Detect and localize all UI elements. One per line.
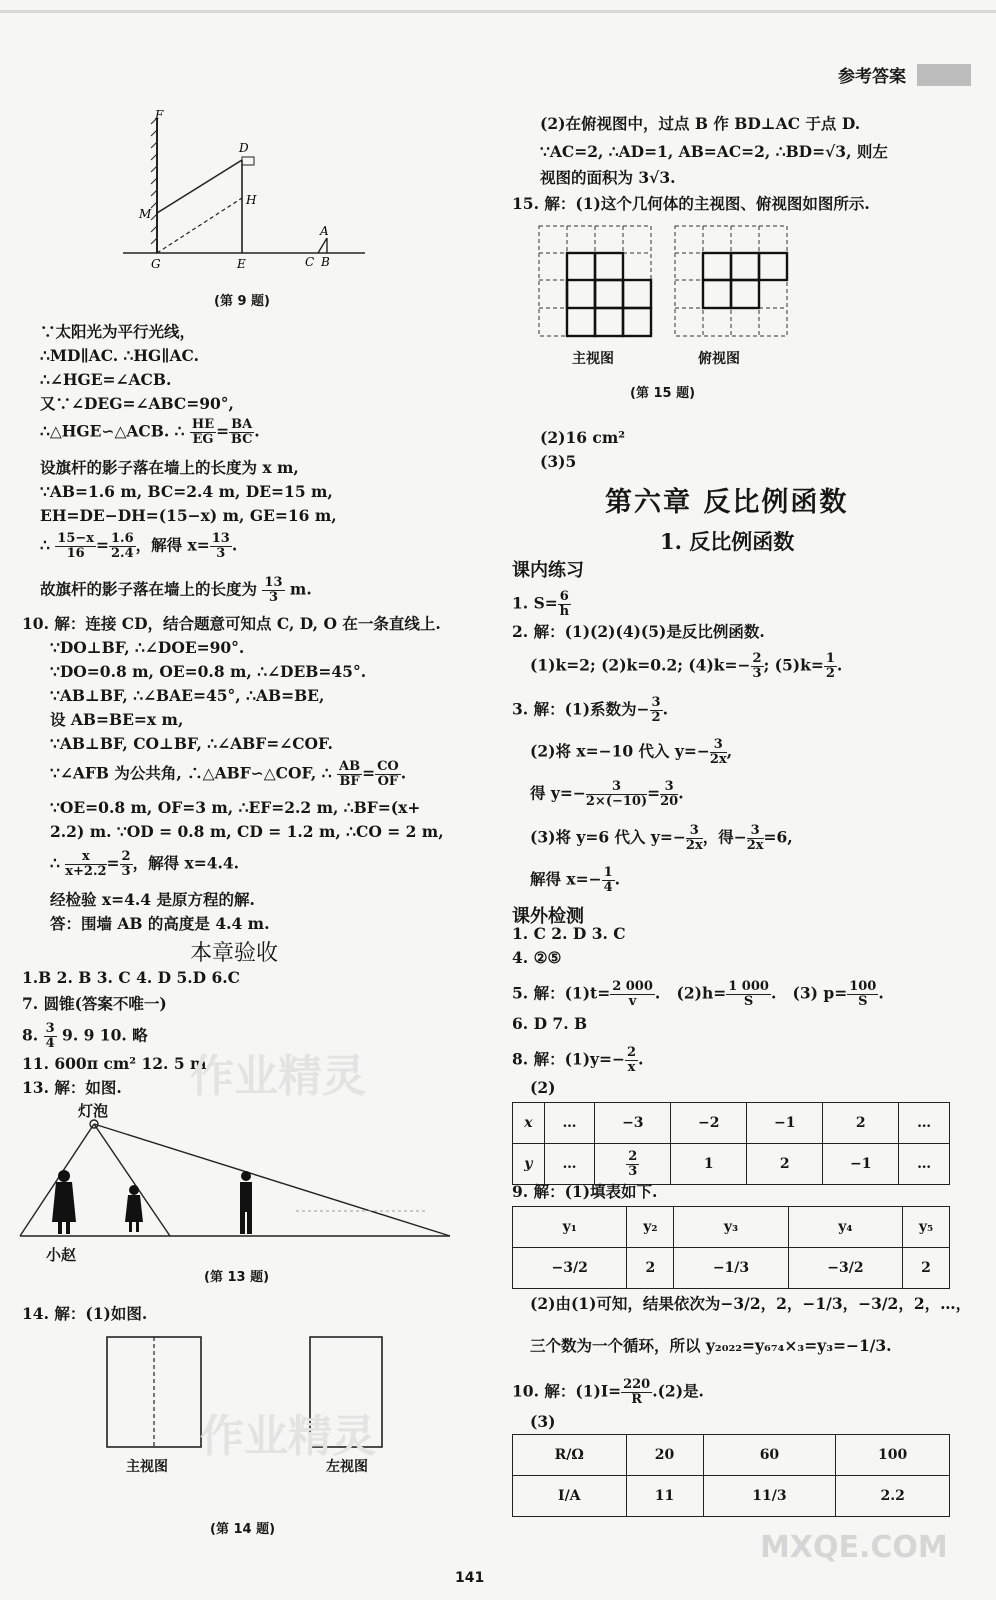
label-e: E — [237, 257, 246, 271]
q9-line: 又∵∠DEG=∠ABC=90°, — [40, 394, 234, 413]
label-b: B — [321, 255, 330, 269]
ic-3d: (3)将 y=6 代入 y=− $\frac{3}{2x}$ ，得− $\frac{3}{2x}$ =6, — [530, 823, 793, 853]
ic-3: 3. 解：(1)系数为− $\frac{3}{2}$ . — [512, 695, 668, 725]
label-m: M — [139, 207, 152, 221]
q9-similar: ∴△HGE∽△ACB. ∴ $\frac{HE}{EG}$ = $\frac{BA}{BC}$ . — [40, 417, 260, 447]
right-line: (2)16 cm² — [540, 428, 626, 447]
q10-line: ∵AB⊥BF, CO⊥BF, ∴∠ABF=∠COF. — [50, 734, 333, 753]
header-tag: 参考答案 — [838, 67, 906, 87]
header-bar — [917, 64, 971, 86]
front-view-label-15: 主视图 — [572, 351, 614, 367]
right-line: (3)5 — [540, 452, 577, 471]
table-row: R/Ω 20 60 100 — [513, 1435, 950, 1476]
q10-line: 10. 解：连接 CD，结合题意可知点 C, D, O 在一条直线上. — [22, 614, 441, 633]
oc-3: 5. 解：(1)t= $\frac{2 000}{v}$ . (2)h= $\frac{1 000}{S}$ . (3) p= $\frac{100}{S}$ . — [512, 979, 884, 1009]
oc-4: 6. D 7. B — [512, 1014, 588, 1033]
oc-7: 9. 解：(1)填表如下. — [512, 1182, 658, 1201]
q9-line: ∴MD∥AC. ∴HG∥AC. — [40, 346, 199, 365]
ic-3b: (2)将 x=−10 代入 y=− $\frac{3}{2x}$ , — [530, 737, 733, 767]
right-line: 15. 解：(1)这个几何体的主视图、俯视图如图所示. — [512, 194, 870, 213]
oc-10: 10. 解：(1)I= $\frac{220}{R}$ .(2)是. — [512, 1377, 704, 1407]
ic-3e: 解得 x=− $\frac{1}{4}$ . — [530, 865, 621, 895]
review-answers-2: 7. 圆锥(答案不唯一) — [22, 994, 167, 1013]
caption-15: (第 15 题) — [630, 386, 696, 401]
watermark: 作业精灵 — [200, 1411, 376, 1462]
chapter-title: 第六章 反比例函数 — [605, 487, 849, 518]
q10-equation: ∴ $\frac{x}{x+2.2}$ = $\frac{2}{3}$ ，解得 x=4.4. — [50, 849, 240, 879]
review-answers-4: 11. 600π cm² 12. 5 m — [22, 1054, 207, 1073]
review-answers-5: 13. 解：如图. — [22, 1078, 122, 1097]
front-view-label: 主视图 — [126, 1459, 168, 1475]
ic-2b: (1)k=2; (2)k=0.2; (4)k=− $\frac{2}{3}$ ; (5)k= $\frac{1}{2}$ . — [530, 651, 843, 681]
figure-9 — [115, 110, 375, 275]
figure-13 — [18, 1118, 458, 1248]
watermark: 作业精灵 — [190, 1051, 366, 1102]
left-view-label: 左视图 — [326, 1459, 368, 1475]
xiaozhao-label: 小赵 — [46, 1246, 77, 1264]
q10-line: ∵DO⊥BF, ∴∠DOE=90°. — [50, 638, 245, 657]
caption-9: (第 9 题) — [214, 294, 270, 309]
q10-line: 2.2) m. ∵OD = 0.8 m, CD = 1.2 m, ∴CO = 2 m, — [50, 822, 444, 841]
table-row: y … $\frac{2}{3}$ 1 2 −1 … — [513, 1144, 950, 1185]
review-answers-6: 14. 解：(1)如图. — [22, 1304, 148, 1323]
q9-line: ∵AB=1.6 m, BC=2.4 m, DE=15 m, — [40, 482, 333, 501]
oc-2: 4. ②⑤ — [512, 948, 562, 967]
ic-3c: 得 y=− $\frac{3}{2\times(-10)}$ = $\frac{3}{20}$ . — [530, 779, 684, 809]
right-line: (2)在俯视图中，过点 B 作 BD⊥AC 于点 D. — [540, 114, 861, 133]
q10-line: ∵OE=0.8 m, OF=3 m, ∴EF=2.2 m, ∴BF=(x+ — [50, 798, 421, 817]
caption-13: (第 13 题) — [204, 1270, 270, 1285]
q10-similar: ∵∠AFB 为公共角, ∴△ABF∽△COF, ∴ $\frac{AB}{BF}$ = $\frac{CO}{OF}$ . — [50, 759, 407, 789]
review-title: 本章验收 — [190, 941, 279, 966]
top-rule — [0, 10, 996, 13]
right-line: ∵AC=2, ∴AD=1, AB=AC=2, ∴BD=√3, 则左 — [540, 142, 888, 161]
q9-line: 设旗杆的影子落在墙上的长度为 x m, — [40, 458, 299, 477]
table-row: −3/2 2 −1/3 −3/2 2 — [513, 1248, 950, 1289]
oc-6: (2) — [530, 1078, 556, 1097]
q9-equation: ∴ $\frac{15-x}{16}$ = $\frac{1.6}{2.4}$ ，解得 x= $\frac{13}{3}$ . — [40, 531, 238, 561]
q10-line: ∵AB⊥BF, ∴∠BAE=45°, ∴AB=BE, — [50, 686, 325, 705]
label-h: H — [246, 193, 257, 207]
figure-15 — [535, 222, 795, 340]
review-answers-3: 8. $\frac{3}{4}$ 9. 9 10. 略 — [22, 1021, 148, 1051]
top-view-label-15: 俯视图 — [698, 351, 740, 367]
q9-line: EH=DE−DH=(15−x) m, GE=16 m, — [40, 506, 337, 525]
q10-line: ∵DO=0.8 m, OE=0.8 m, ∴∠DEB=45°. — [50, 662, 367, 681]
oc-8: (2)由(1)可知，结果依次为−3/2，2，−1/3，−3/2，2，…， — [530, 1294, 972, 1313]
outclass-title: 课外检测 — [512, 906, 584, 927]
label-d: D — [239, 141, 249, 155]
review-answers-1: 1.B 2. B 3. C 4. D 5.D 6.C — [22, 968, 241, 987]
table-row: I/A 11 11/3 2.2 — [513, 1476, 950, 1517]
table-row: x … −3 −2 −1 2 … — [513, 1103, 950, 1144]
q10-line: 设 AB=BE=x m, — [50, 710, 184, 729]
inclass-title: 课内练习 — [512, 560, 584, 581]
section-title: 1. 反比例函数 — [660, 529, 795, 554]
oc-9: 三个数为一个循环，所以 y₂₀₂₂=y₆₇₄×₃=y₃=−1/3. — [530, 1336, 892, 1355]
table-q10 — [512, 1434, 950, 1517]
table-row: y₁ y₂ y₃ y₄ y₅ — [513, 1207, 950, 1248]
ic-1: 1. S= $\frac{6}{h}$ — [512, 589, 570, 619]
label-f: F — [155, 110, 164, 122]
oc-1: 1. C 2. D 3. C — [512, 924, 626, 943]
label-c: C — [305, 255, 315, 269]
oc-5: 8. 解：(1)y=− $\frac{2}{x}$ . — [512, 1045, 644, 1075]
q9-line: ∴∠HGE=∠ACB. — [40, 370, 172, 389]
label-a: A — [320, 224, 329, 238]
label-g: G — [151, 257, 161, 271]
q10-line: 答：围墙 AB 的高度是 4.4 m. — [50, 914, 270, 933]
oc-11: (3) — [530, 1412, 556, 1431]
watermark: MXQE.COM — [760, 1530, 948, 1565]
q9-conclusion: 故旗杆的影子落在墙上的长度为 $\frac{13}{3}$ m. — [40, 575, 312, 605]
q9-line: ∵太阳光为平行光线， — [40, 322, 196, 341]
page-number: 141 — [455, 1570, 485, 1586]
caption-14: (第 14 题) — [210, 1522, 276, 1537]
q10-line: 经检验 x=4.4 是原方程的解. — [50, 890, 255, 909]
table-q8 — [512, 1102, 950, 1185]
right-line: 视图的面积为 3√3. — [540, 168, 676, 187]
ic-2: 2. 解：(1)(2)(4)(5)是反比例函数. — [512, 622, 765, 641]
table-q9 — [512, 1206, 950, 1289]
bulb-label: 灯泡 — [78, 1102, 109, 1120]
